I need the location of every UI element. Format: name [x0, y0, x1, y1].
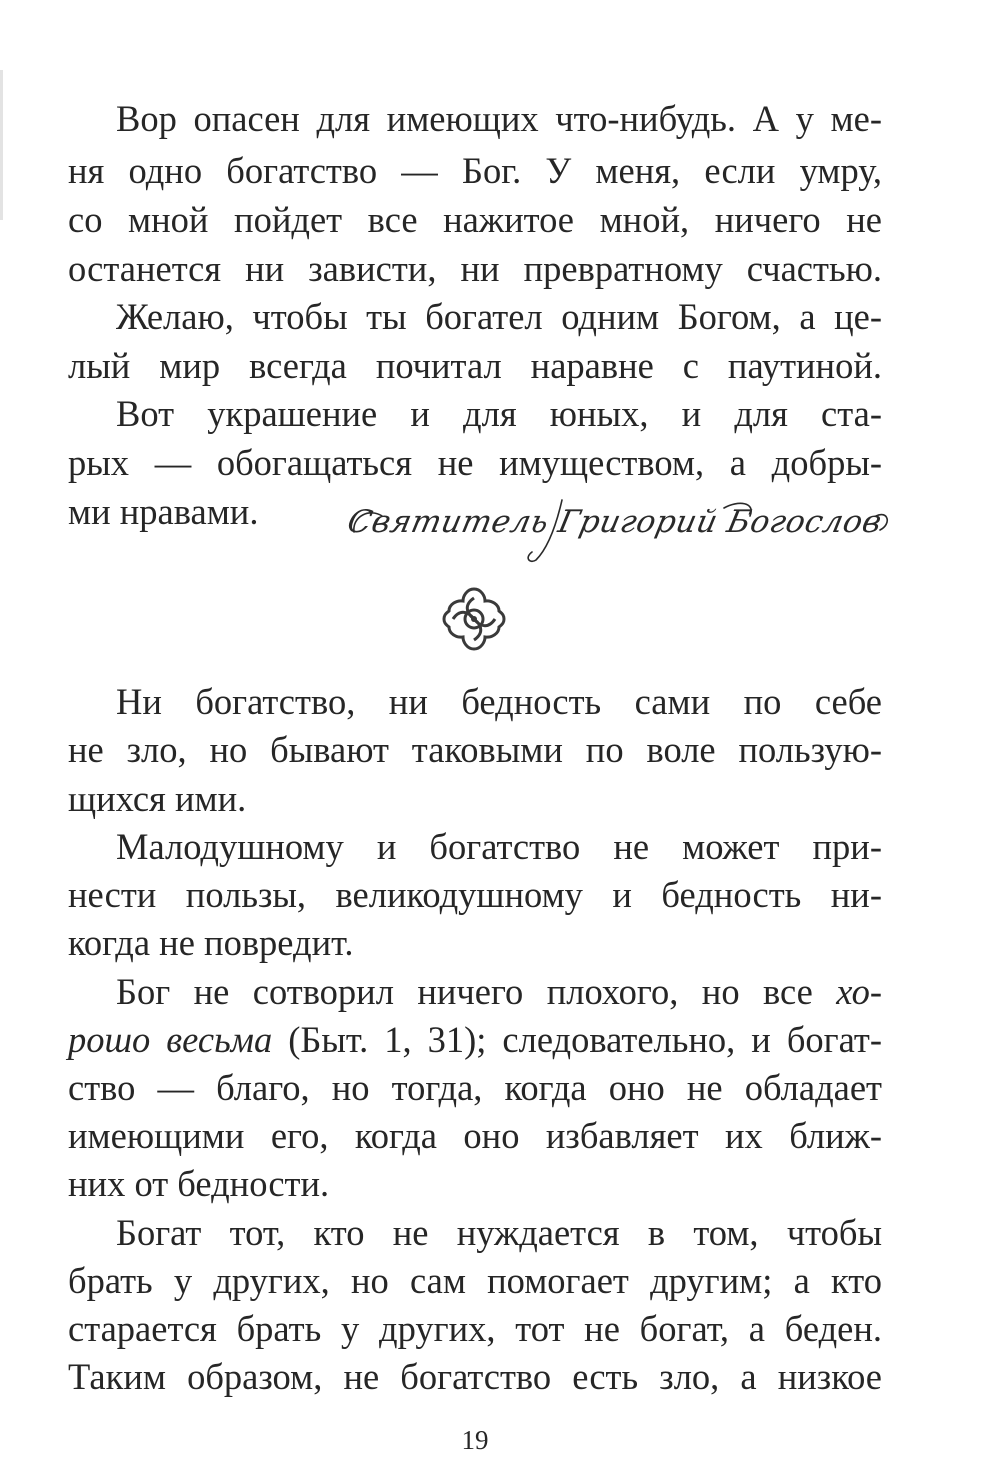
text-line: нести пользы, великодушному и бедность ни- [68, 874, 882, 915]
text-line: Ни богатство, ни бедность сами по себе [116, 681, 882, 722]
author-signature [344, 486, 893, 564]
text-segment: Бог не сотворил ничего плохого, но все [116, 971, 813, 1012]
page-edge-mark [0, 70, 3, 220]
text-line: Малодушному и богатство не может при- [116, 826, 882, 867]
italic-scripture-quote: хо- [836, 971, 882, 1012]
page-number: 19 [461, 1425, 489, 1455]
signature-text: Святитель Григорий Богослов [344, 504, 886, 540]
text-line: Вор опасен для имеющих что-нибудь. А у ме- [116, 98, 882, 139]
italic-scripture-quote: рошо весьма [68, 1019, 273, 1060]
text-line: ня одно богатство — Бог. У меня, если умру, [68, 150, 882, 191]
text-line: Таким образом, не богатство есть зло, а низкое [68, 1356, 882, 1397]
text-line: ми нравами. [68, 491, 259, 532]
celtic-knot-ornament-icon [441, 586, 507, 652]
text-line: Желаю, чтобы ты богател одним Богом, а це- [116, 296, 882, 337]
text-line: со мной пойдет все нажитое мной, ничего не [68, 199, 882, 240]
text-line: старается брать у других, тот не богат, а беден. [68, 1308, 882, 1349]
text-line: имеющими его, когда оно избавляет их ближ- [68, 1115, 882, 1156]
text-line: брать у других, но сам помогает другим; а кто [68, 1260, 882, 1301]
text-line [116, 968, 882, 1016]
text-line: когда не повредит. [68, 922, 354, 963]
text-line: Вот украшение и для юных, и для ста- [116, 393, 882, 434]
text-line [68, 1016, 882, 1064]
text-segment: (Быт. 1, 31); следовательно, и богат- [288, 1019, 882, 1060]
text-line: лый мир всегда почитал наравне с паутиной. [68, 345, 882, 386]
text-line: Богат тот, кто не нуждается в том, чтобы [116, 1212, 882, 1253]
text-line: останется ни зависти, ни превратному счастью. [68, 248, 882, 289]
text-line: не зло, но бывают таковыми по воле пользую- [68, 729, 882, 770]
text-line: щихся ими. [68, 778, 247, 819]
text-line: рых — обогащаться не имуществом, а добры- [68, 442, 882, 483]
text-line: ство — благо, но тогда, когда оно не обладает [68, 1067, 882, 1108]
text-line: них от бедности. [68, 1163, 330, 1204]
